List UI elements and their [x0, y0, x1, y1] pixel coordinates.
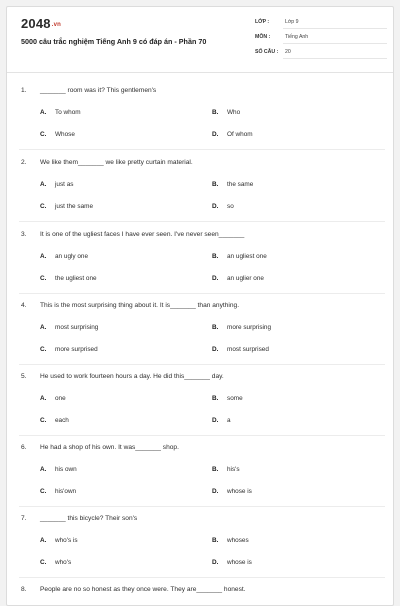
option-text: who's — [55, 559, 72, 566]
meta-subject-label: MÔN : — [255, 34, 271, 40]
document-page — [6, 6, 394, 606]
option-letter: A. — [40, 466, 47, 473]
option-c[interactable] — [40, 417, 69, 424]
question-stem: _______ this bicycle? Their son's — [40, 515, 138, 522]
option-letter: A. — [40, 537, 47, 544]
option-letter: A. — [40, 181, 47, 188]
option-text: whoses — [227, 537, 249, 544]
question-divider — [19, 506, 385, 507]
option-a[interactable] — [40, 537, 78, 544]
option-letter: C. — [40, 203, 47, 210]
question-divider — [19, 293, 385, 294]
option-text: most surprised — [227, 346, 269, 353]
meta-count-value: 20 — [285, 49, 291, 55]
meta-class-label: LỚP : — [255, 19, 270, 25]
option-text: an ugly one — [55, 253, 89, 260]
question-number: 7. — [21, 515, 27, 522]
question-divider — [19, 435, 385, 436]
option-letter: D. — [212, 203, 219, 210]
option-b[interactable] — [212, 181, 253, 188]
option-c[interactable] — [40, 559, 71, 566]
option-d[interactable] — [212, 275, 264, 282]
meta-divider — [283, 58, 387, 59]
question-stem: We like them_______ we like pretty curtain material. — [40, 159, 193, 166]
option-letter: A. — [40, 253, 47, 260]
option-letter: D. — [212, 488, 219, 495]
option-c[interactable] — [40, 346, 98, 353]
question-divider — [19, 364, 385, 365]
option-text: his own — [55, 466, 77, 473]
question-stem: _______ room was it? This gentlemen's — [40, 87, 157, 94]
option-a[interactable] — [40, 466, 77, 473]
option-c[interactable] — [40, 131, 75, 138]
option-text: most surprising — [55, 324, 99, 331]
option-text: so — [227, 203, 234, 210]
meta-subject-value: Tiếng Anh — [285, 34, 309, 40]
option-letter: C. — [40, 275, 47, 282]
option-a[interactable] — [40, 109, 81, 116]
meta-count-label: SỐ CÂU : — [255, 49, 279, 55]
option-letter: C. — [40, 346, 47, 353]
option-letter: D. — [212, 417, 219, 424]
option-letter: C. — [40, 131, 47, 138]
option-text: his's — [227, 466, 240, 473]
option-d[interactable] — [212, 417, 231, 424]
option-text: whose is — [227, 559, 252, 566]
option-text: whose is — [227, 488, 252, 495]
option-letter: A. — [40, 395, 47, 402]
option-b[interactable] — [212, 324, 271, 331]
question-number: 2. — [21, 159, 27, 166]
question-stem: He had a shop of his own. It was_______ shop. — [40, 444, 179, 451]
option-letter: C. — [40, 488, 47, 495]
question-number: 4. — [21, 302, 27, 309]
option-text: his'own — [55, 488, 77, 495]
question-number: 3. — [21, 231, 27, 238]
option-text: some — [227, 395, 243, 402]
option-d[interactable] — [212, 131, 253, 138]
option-b[interactable] — [212, 109, 240, 116]
site-logo[interactable] — [21, 16, 61, 31]
option-d[interactable] — [212, 488, 252, 495]
option-letter: B. — [212, 324, 219, 331]
option-letter: B. — [212, 466, 219, 473]
document-header — [7, 7, 393, 73]
option-b[interactable] — [212, 395, 243, 402]
question-stem: People are no so honest as they once were. They are_______ honest. — [40, 586, 246, 593]
question-divider — [19, 221, 385, 222]
option-letter: A. — [40, 324, 47, 331]
option-letter: D. — [212, 559, 219, 566]
option-a[interactable] — [40, 181, 73, 188]
question-number: 6. — [21, 444, 27, 451]
option-text: more surprised — [55, 346, 98, 353]
option-text: Who — [227, 109, 241, 116]
option-letter: A. — [40, 109, 47, 116]
option-text: just the same — [55, 203, 94, 210]
option-text: Whose — [55, 131, 75, 138]
option-letter: D. — [212, 346, 219, 353]
option-letter: D. — [212, 131, 219, 138]
option-b[interactable] — [212, 253, 267, 260]
question-number: 1. — [21, 87, 27, 94]
question-divider — [19, 577, 385, 578]
option-d[interactable] — [212, 559, 252, 566]
question-stem: He used to work fourteen hours a day. He did this_______ day. — [40, 373, 224, 380]
option-text: the same — [227, 181, 254, 188]
question-divider — [19, 149, 385, 150]
option-letter: C. — [40, 417, 47, 424]
option-letter: B. — [212, 253, 219, 260]
option-text: an uglier one — [227, 275, 264, 282]
option-text: the ugliest one — [55, 275, 97, 282]
option-d[interactable] — [212, 346, 269, 353]
logo-tld: .vn — [51, 21, 62, 28]
meta-divider — [283, 28, 387, 29]
logo-text: 2048 — [21, 16, 51, 31]
option-text: one — [55, 395, 66, 402]
option-c[interactable] — [40, 275, 97, 282]
option-text: an ugliest one — [227, 253, 267, 260]
option-text: To whom — [55, 109, 81, 116]
question-stem: This is the most surprising thing about it. It is_______ than anything. — [40, 302, 240, 309]
option-d[interactable] — [212, 203, 234, 210]
question-stem: It is one of the ugliest faces I have ever seen. I've never seen_______ — [40, 231, 245, 238]
option-text: more surprising — [227, 324, 272, 331]
option-text: Of whom — [227, 131, 253, 138]
option-a[interactable] — [40, 324, 98, 331]
option-b[interactable] — [212, 466, 240, 473]
option-a[interactable] — [40, 395, 66, 402]
question-number: 8. — [21, 586, 27, 593]
meta-divider — [283, 43, 387, 44]
option-letter: B. — [212, 109, 219, 116]
option-text: each — [55, 417, 69, 424]
document-title: 5000 câu trắc nghiệm Tiếng Anh 9 có đáp án - Phần 70 — [21, 37, 207, 46]
option-c[interactable] — [40, 203, 93, 210]
option-text: just as — [55, 181, 74, 188]
option-a[interactable] — [40, 253, 88, 260]
option-letter: B. — [212, 537, 219, 544]
meta-class-value: Lớp 9 — [285, 19, 299, 25]
option-letter: B. — [212, 181, 219, 188]
option-letter: C. — [40, 559, 47, 566]
option-c[interactable] — [40, 488, 76, 495]
option-letter: D. — [212, 275, 219, 282]
option-text: who's is — [55, 537, 78, 544]
option-text: a — [227, 417, 231, 424]
option-b[interactable] — [212, 537, 249, 544]
option-letter: B. — [212, 395, 219, 402]
question-number: 5. — [21, 373, 27, 380]
